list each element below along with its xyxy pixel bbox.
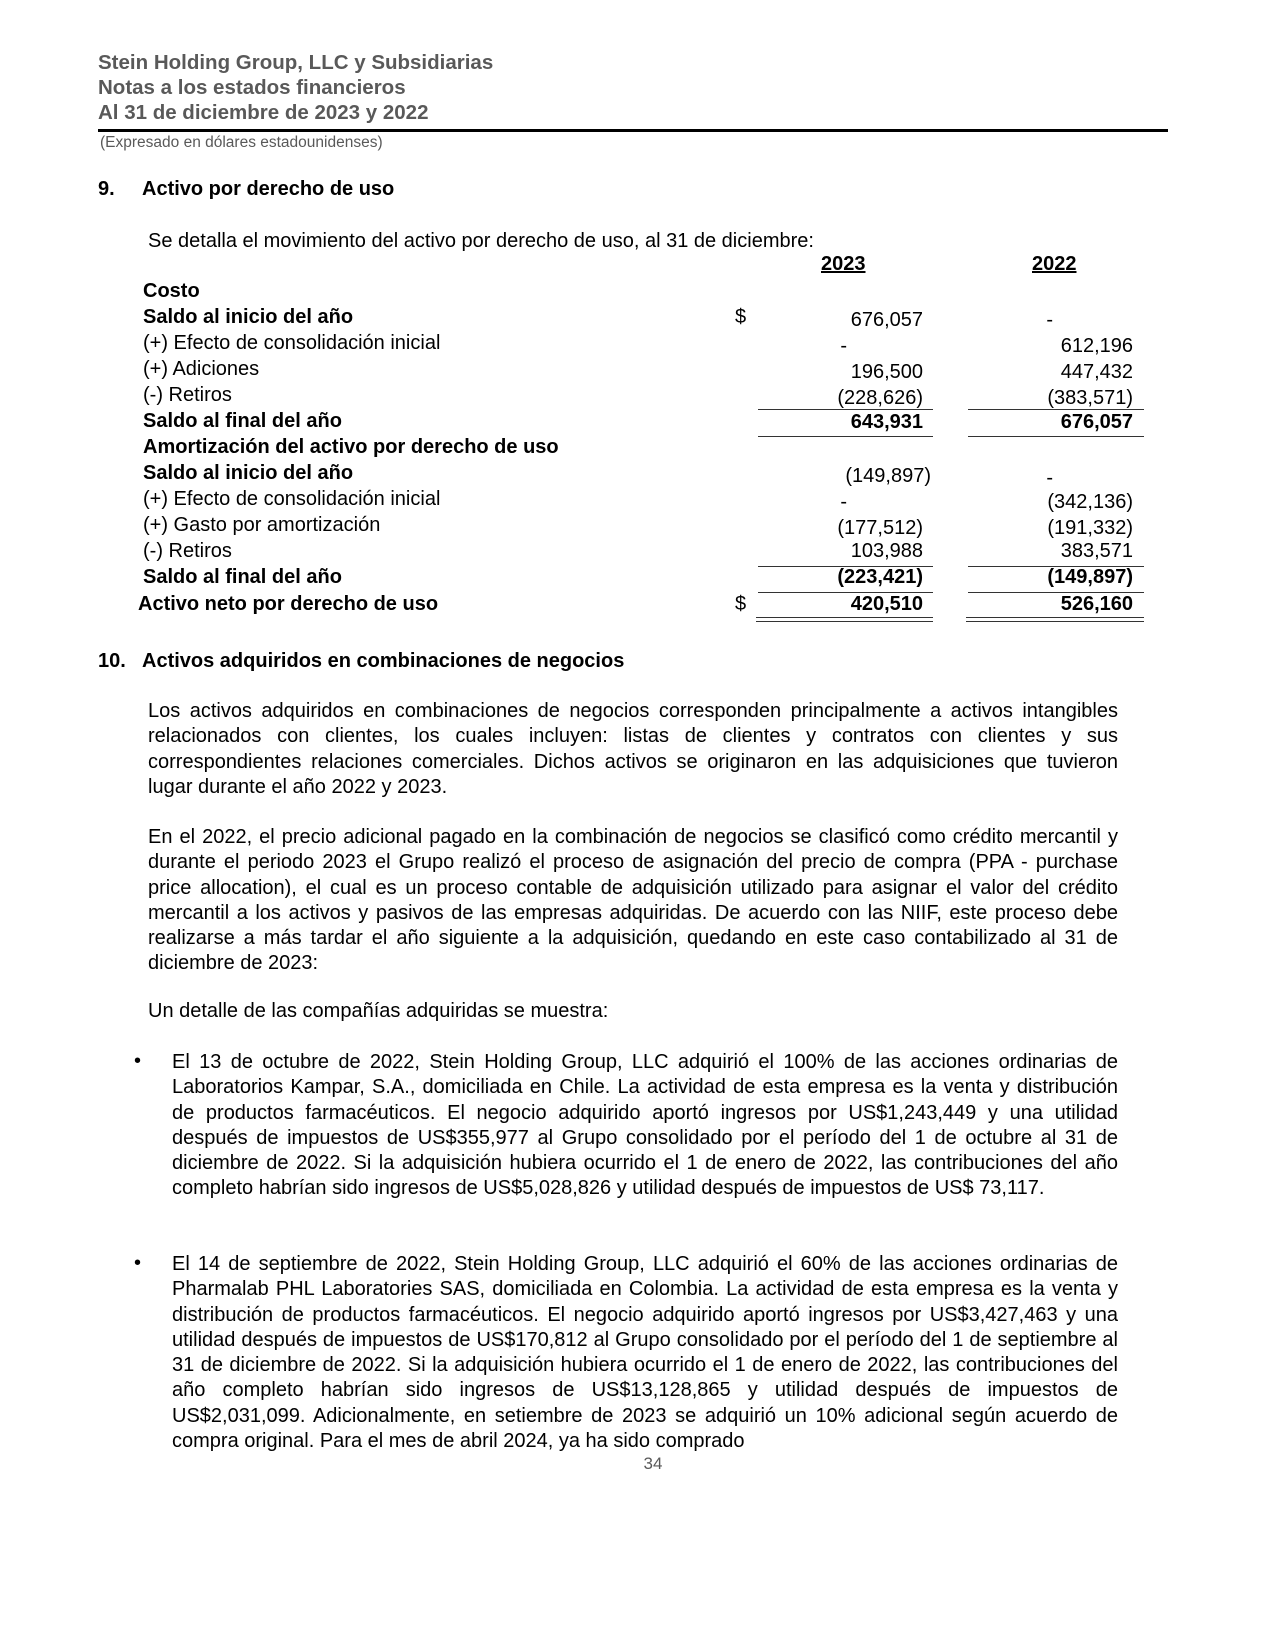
table-row [143, 410, 1153, 436]
value-2022: 676,057 [1060, 411, 1133, 433]
table-row [143, 306, 1153, 332]
total-rule-2022-b [968, 592, 1144, 593]
value-2023: 643,931 [850, 411, 923, 433]
table-row-total [138, 593, 1148, 619]
section-9-intro: Se detalla el movimiento del activo por derecho de uso, al 31 de diciembre: [148, 230, 814, 252]
currency-note: (Expresado en dólares estadounidenses) [100, 134, 383, 151]
subtotal-rule-2022 [968, 409, 1144, 410]
value-2022: 526,160 [1060, 593, 1133, 615]
subtotal-rule-2022-b [968, 566, 1144, 567]
company-name: Stein Holding Group, LLC y Subsidiarias [98, 51, 494, 74]
bullet-icon: • [134, 1252, 142, 1274]
bullet-icon: • [134, 1050, 142, 1072]
section-number: 9. [98, 178, 115, 200]
value-2023: (223,421) [837, 566, 923, 588]
currency-symbol: $ [735, 593, 747, 615]
row-label: Costo [143, 280, 200, 302]
value-2022: - [1046, 309, 1053, 331]
value-2023: 676,057 [850, 309, 923, 331]
double-rule-2022 [966, 617, 1144, 622]
total-rule-2022 [968, 436, 1144, 437]
row-label: (+) Gasto por amortización [143, 514, 381, 536]
row-label: Activo neto por derecho de uso [138, 593, 439, 615]
section-10-paragraph-3: Un detalle de las compañías adquiridas se muestra: [148, 1000, 609, 1022]
value-2022: - [1046, 467, 1053, 489]
page-number: 34 [643, 1454, 663, 1473]
value-2022: 612,196 [1060, 335, 1133, 357]
row-label: Amortización del activo por derecho de uso [143, 436, 559, 458]
row-label: (+) Efecto de consolidación inicial [143, 488, 441, 510]
total-rule-2023-b [758, 592, 933, 593]
document-title: Notas a los estados financieros [98, 76, 406, 99]
value-2023: (149,897) [845, 465, 931, 487]
acquisition-item-kampar: El 13 de octubre de 2022, Stein Holding Group, LLC adquirió el 100% de las acciones ordinarias de Laboratorios Kampar, S.A., domiciliada en Chile. La actividad de esta empresa es la venta y distribución de productos farmacéuticos. El negocio adquirido aportó ingresos por US$1,243,449 y una utilidad después de impuestos de US$355,977 al Grupo consolidado por el período del 1 de octubre al 31 de diciembre de 2022. Si la adquisición hubiera ocurrido el 1 de enero de 2022, las contribuciones del año completo habrían sido ingresos de US$5,028,826 y utilidad después de impuestos de US$ 73,117. [172, 1051, 1118, 1200]
value-2023: - [840, 491, 847, 513]
double-rule-2023 [756, 617, 933, 622]
section-title: Activo por derecho de uso [142, 178, 395, 200]
section-10-heading [98, 650, 624, 673]
row-label: (-) Retiros [143, 384, 232, 406]
value-2022: (191,332) [1047, 517, 1133, 539]
table-row [143, 566, 1153, 592]
row-label: Saldo al final del año [143, 410, 342, 432]
value-2022: (342,136) [1047, 491, 1133, 513]
value-2023: 196,500 [850, 361, 923, 383]
value-2023: 420,510 [850, 593, 923, 615]
document-header [98, 50, 1168, 152]
value-2022: 383,571 [1060, 540, 1133, 562]
section-title: Activos adquiridos en combinaciones de negocios [142, 650, 625, 672]
header-rule [98, 129, 1168, 132]
table-row [143, 280, 1153, 306]
value-2022: (149,897) [1047, 566, 1133, 588]
table-row [143, 462, 1153, 488]
subtotal-rule-2023-b [758, 566, 933, 567]
table-row [143, 514, 1153, 540]
table-row [143, 436, 1153, 462]
column-header-2022: 2022 [1032, 253, 1077, 275]
value-2023: (228,626) [837, 387, 923, 409]
value-2023: 103,988 [850, 540, 923, 562]
row-label: (-) Retiros [143, 540, 232, 562]
value-2023: (177,512) [837, 517, 923, 539]
value-2022: 447,432 [1060, 361, 1133, 383]
table-row [143, 384, 1153, 410]
section-10-paragraph-1: Los activos adquiridos en combinaciones de negocios corresponden principalmente a activos intangibles relacionados con clientes, los cuales incluyen: listas de clientes y contratos con clientes y sus correspondientes relaciones comerciales. Dichos activos se originaron en las adquisiciones que tuvieron lugar durante el año 2022 y 2023. [148, 700, 1118, 798]
section-10-paragraph-2: En el 2022, el precio adicional pagado en la combinación de negocios se clasificó como crédito mercantil y durante el periodo 2023 el Grupo realizó el proceso de asignación del precio de compra (PPA - purchase price allocation), el cual es un proceso contable de adquisición utilizado para asignar el valor del crédito mercantil a los activos y pasivos de las empresas adquiridas. De acuerdo con las NIIF, este proceso debe realizarse a más tardar el año siguiente a la adquisición, quedando en este caso contabilizado al 31 de diciembre de 2023: [148, 826, 1118, 975]
total-rule-2023 [758, 436, 933, 437]
table-row [143, 488, 1153, 514]
subtotal-rule-2023 [758, 409, 933, 410]
section-9-heading [98, 178, 394, 201]
value-2023: - [840, 335, 847, 357]
row-label: Saldo al inicio del año [143, 306, 354, 328]
table-row [143, 540, 1153, 566]
row-label: Saldo al final del año [143, 566, 342, 588]
acquisition-item-pharmalab: El 14 de septiembre de 2022, Stein Holding Group, LLC adquirió el 60% de las acciones ordinarias de Pharmalab PHL Laboratories SAS, domiciliada en Colombia. La actividad de esta empresa es la venta y distribución de productos farmacéuticos. El negocio adquirido aportó ingresos por US$3,427,463 y una utilidad después de impuestos de US$170,812 al Grupo consolidado por el período del 1 de septiembre al 31 de diciembre de 2022. Si la adquisición hubiera ocurrido el 1 de enero de 2022, las contribuciones del año completo habrían sido ingresos de US$13,128,865 y utilidad después de impuestos de US$2,031,099. Adicionalmente, en setiembre de 2023 se adquirió un 10% adicional según acuerdo de compra original. Para el mes de abril 2024, ya ha sido comprado [172, 1253, 1118, 1453]
row-label: (+) Efecto de consolidación inicial [143, 332, 441, 354]
document-date: Al 31 de diciembre de 2023 y 2022 [98, 101, 429, 124]
value-2022: (383,571) [1047, 387, 1133, 409]
section-number: 10. [98, 650, 126, 672]
table-row [143, 358, 1153, 384]
table-row [143, 332, 1153, 358]
row-label: Saldo al inicio del año [143, 462, 354, 484]
row-label: (+) Adiciones [143, 358, 260, 380]
column-header-2023: 2023 [821, 253, 866, 275]
currency-symbol: $ [735, 306, 747, 328]
